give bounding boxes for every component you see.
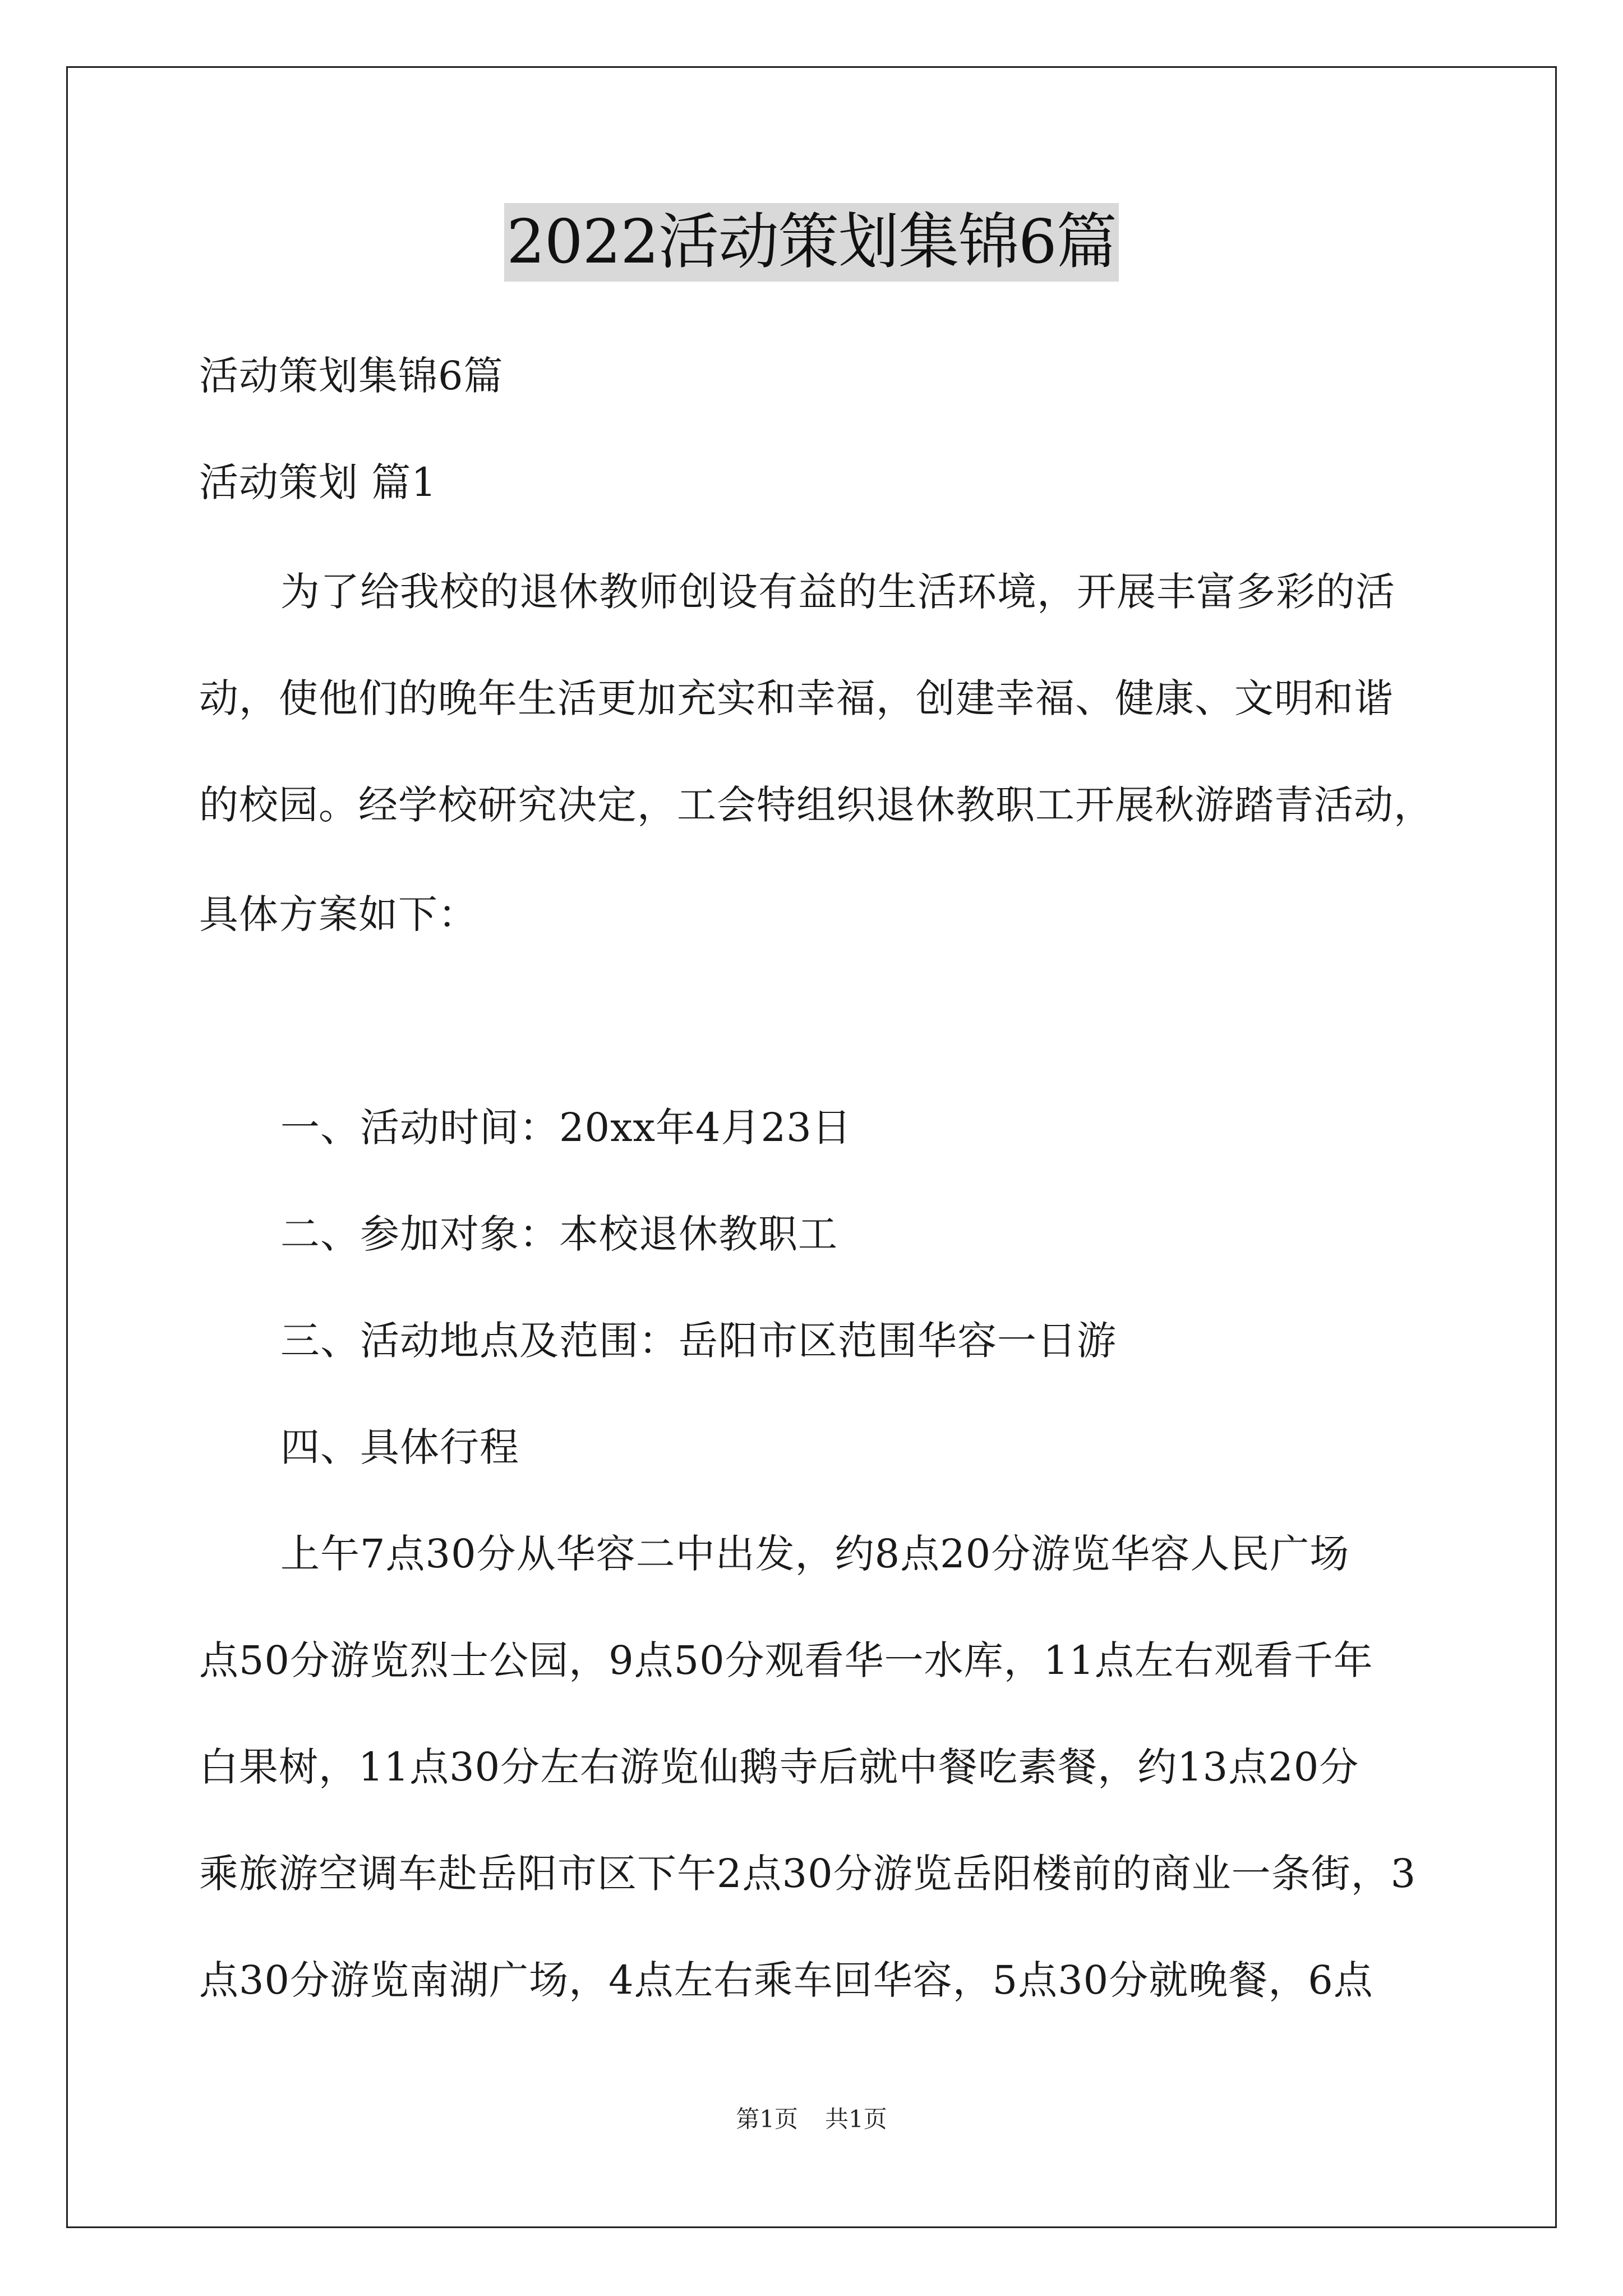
document-title: 2022活动策划集锦6篇	[504, 203, 1119, 282]
paragraph-line: 为了给我校的退休教师创设有益的生活环境，开展丰富多彩的活	[280, 569, 1395, 615]
page-number: 第1页	[736, 2105, 798, 2133]
list-item: 一、活动时间：20xx年4月23日	[280, 1105, 852, 1151]
title-container	[0, 203, 1623, 282]
paragraph-line: 动，使他们的晚年生活更加充实和幸福，创建幸福、健康、文明和谐	[199, 675, 1394, 721]
page-total: 共1页	[825, 2105, 887, 2133]
paragraph-line: 乘旅游空调车赴岳阳市区下午2点30分游览岳阳楼前的商业一条街，3	[199, 1851, 1417, 1897]
paragraph-line: 上午7点30分从华容二中出发，约8点20分游览华容人民广场	[280, 1531, 1350, 1577]
paragraph-line: 的校园。经学校研究决定，工会特组织退休教职工开展秋游踏青活动，	[199, 782, 1433, 828]
paragraph-line: 白果树，11点30分左右游览仙鹅寺后就中餐吃素餐，约13点20分	[199, 1744, 1359, 1790]
document-subtitle: 活动策划集锦6篇	[199, 353, 504, 399]
list-item: 三、活动地点及范围：岳阳市区范围华容一日游	[280, 1318, 1117, 1364]
paragraph-line: 具体方案如下：	[199, 891, 478, 937]
paragraph-line: 点30分游览南湖广场，4点左右乘车回华容，5点30分就晚餐，6点	[199, 1957, 1373, 2003]
paragraph-line: 点50分游览烈士公园，9点50分观看华一水库，11点左右观看千年	[199, 1637, 1373, 1683]
page-footer	[0, 2102, 1623, 2136]
list-item: 二、参加对象：本校退休教职工	[280, 1211, 838, 1257]
section-heading: 活动策划 篇1	[199, 459, 437, 505]
list-item: 四、具体行程	[280, 1424, 519, 1470]
